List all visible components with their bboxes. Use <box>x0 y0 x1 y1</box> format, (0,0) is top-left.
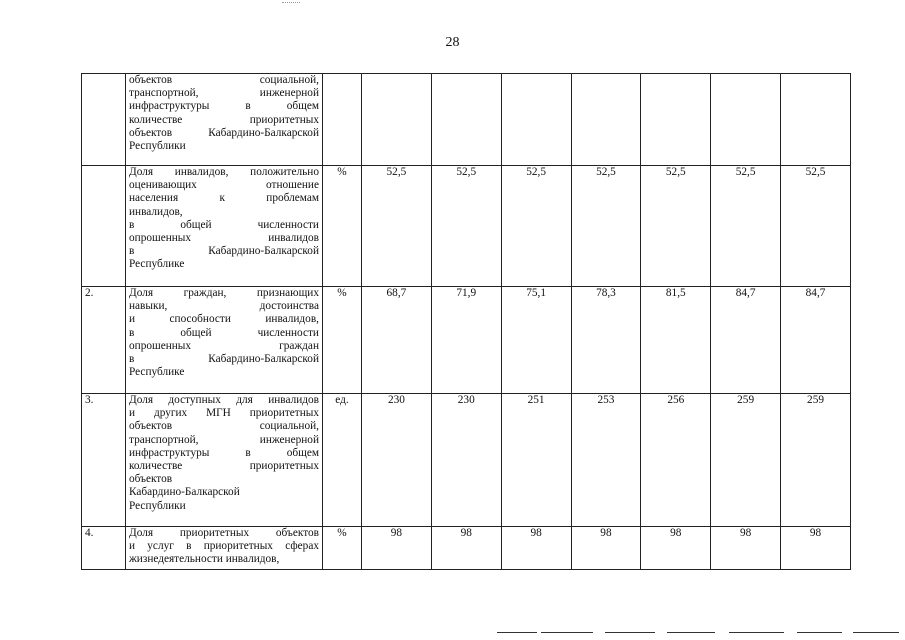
indicator-name-line: транспортной, инженерной <box>129 433 319 446</box>
value-cell: 52,5 <box>362 166 432 287</box>
indicator-name-cell <box>126 527 323 570</box>
indicator-name-line: инфраструктуры в общем <box>129 446 319 459</box>
value-cell: 52,5 <box>711 166 781 287</box>
table-row <box>82 394 851 527</box>
value-cell: 230 <box>431 394 501 527</box>
indicator-name-line: опрошенных граждан <box>129 339 319 352</box>
indicator-name-line: Республики <box>129 140 186 153</box>
indicator-name-cell <box>126 394 323 527</box>
value-cell: 75,1 <box>501 287 571 394</box>
value-cell <box>641 74 711 166</box>
unit-cell: % <box>323 527 362 570</box>
indicator-name-line: транспортной, инженерной <box>129 87 319 100</box>
indicator-name-line: и способности инвалидов, <box>129 313 319 326</box>
value-cell: 251 <box>501 394 571 527</box>
value-cell: 52,5 <box>501 166 571 287</box>
value-cell: 52,5 <box>641 166 711 287</box>
indicator-name-line: опрошенных инвалидов <box>129 232 319 245</box>
indicator-name-line: в общей численности <box>129 218 319 231</box>
row-number-cell <box>82 166 126 287</box>
value-cell: 98 <box>781 527 851 570</box>
indicator-name-line: в Кабардино-Балкарской <box>129 245 319 258</box>
value-cell <box>781 74 851 166</box>
unit-cell: ед. <box>323 394 362 527</box>
indicator-name-line: Кабардино-Балкарской <box>129 486 240 499</box>
page-number: 28 <box>445 35 460 50</box>
unit-cell <box>323 74 362 166</box>
value-cell: 78,3 <box>571 287 641 394</box>
indicator-name-cell <box>126 74 323 166</box>
indicator-name-line: навыки, достоинства <box>129 300 319 313</box>
table-row <box>82 166 851 287</box>
value-cell: 52,5 <box>431 166 501 287</box>
indicators-table <box>81 73 851 570</box>
value-cell <box>431 74 501 166</box>
indicator-name-line: населения к проблемам <box>129 192 319 205</box>
indicator-name-line: инфраструктуры в общем <box>129 100 319 113</box>
indicator-name-line: и других МГН приоритетных <box>129 407 319 420</box>
indicator-name-line: оценивающих отношение <box>129 179 319 192</box>
value-cell: 68,7 <box>362 287 432 394</box>
value-cell: 52,5 <box>571 166 641 287</box>
value-cell <box>571 74 641 166</box>
value-cell: 98 <box>711 527 781 570</box>
indicator-name-line: количестве приоритетных <box>129 460 319 473</box>
indicator-name-line: Доля приоритетных объектов <box>129 527 319 539</box>
value-cell: 84,7 <box>781 287 851 394</box>
indicator-name-cell <box>126 287 323 394</box>
value-cell <box>362 74 432 166</box>
indicator-name-line: объектов социальной, <box>129 420 319 433</box>
indicator-name-line: Республике <box>129 366 185 379</box>
row-number-cell: 3. <box>82 394 126 527</box>
value-cell: 71,9 <box>431 287 501 394</box>
indicator-name-line: Доля граждан, признающих <box>129 287 319 299</box>
row-number-cell: 2. <box>82 287 126 394</box>
value-cell: 81,5 <box>641 287 711 394</box>
indicator-name-line: инвалидов, <box>129 205 183 218</box>
value-cell: 98 <box>501 527 571 570</box>
value-cell: 230 <box>362 394 432 527</box>
value-cell: 98 <box>362 527 432 570</box>
value-cell <box>711 74 781 166</box>
unit-cell: % <box>323 166 362 287</box>
value-cell: 98 <box>431 527 501 570</box>
table-row <box>82 74 851 166</box>
scan-artifact <box>282 2 300 4</box>
row-number-cell <box>82 74 126 166</box>
value-cell: 98 <box>571 527 641 570</box>
row-number-cell: 4. <box>82 527 126 570</box>
value-cell: 98 <box>641 527 711 570</box>
indicator-name-line: объектов социальной, <box>129 74 319 86</box>
indicator-name-line: количестве приоритетных <box>129 113 319 126</box>
indicator-name-line: и услуг в приоритетных сферах <box>129 540 319 553</box>
value-cell: 259 <box>781 394 851 527</box>
indicator-name-line: в Кабардино-Балкарской <box>129 353 319 366</box>
value-cell <box>501 74 571 166</box>
value-cell: 84,7 <box>711 287 781 394</box>
indicator-name-line: Доля доступных для инвалидов <box>129 394 319 406</box>
table-row <box>82 287 851 394</box>
value-cell: 256 <box>641 394 711 527</box>
indicator-name-line: объектов <box>129 473 173 486</box>
indicator-name-line: Республики <box>129 499 186 512</box>
unit-cell: % <box>323 287 362 394</box>
indicator-name-line: Доля инвалидов, положительно <box>129 166 319 178</box>
bottom-rule-lines <box>497 632 902 634</box>
indicator-name-line: объектов Кабардино-Балкарской <box>129 126 319 139</box>
indicator-name-line: в общей численности <box>129 326 319 339</box>
value-cell: 253 <box>571 394 641 527</box>
indicator-name-cell <box>126 166 323 287</box>
value-cell: 259 <box>711 394 781 527</box>
value-cell: 52,5 <box>781 166 851 287</box>
indicator-name-line: жизнедеятельности инвалидов, <box>129 553 280 566</box>
indicator-name-line: Республике <box>129 258 185 271</box>
table-row <box>82 527 851 570</box>
